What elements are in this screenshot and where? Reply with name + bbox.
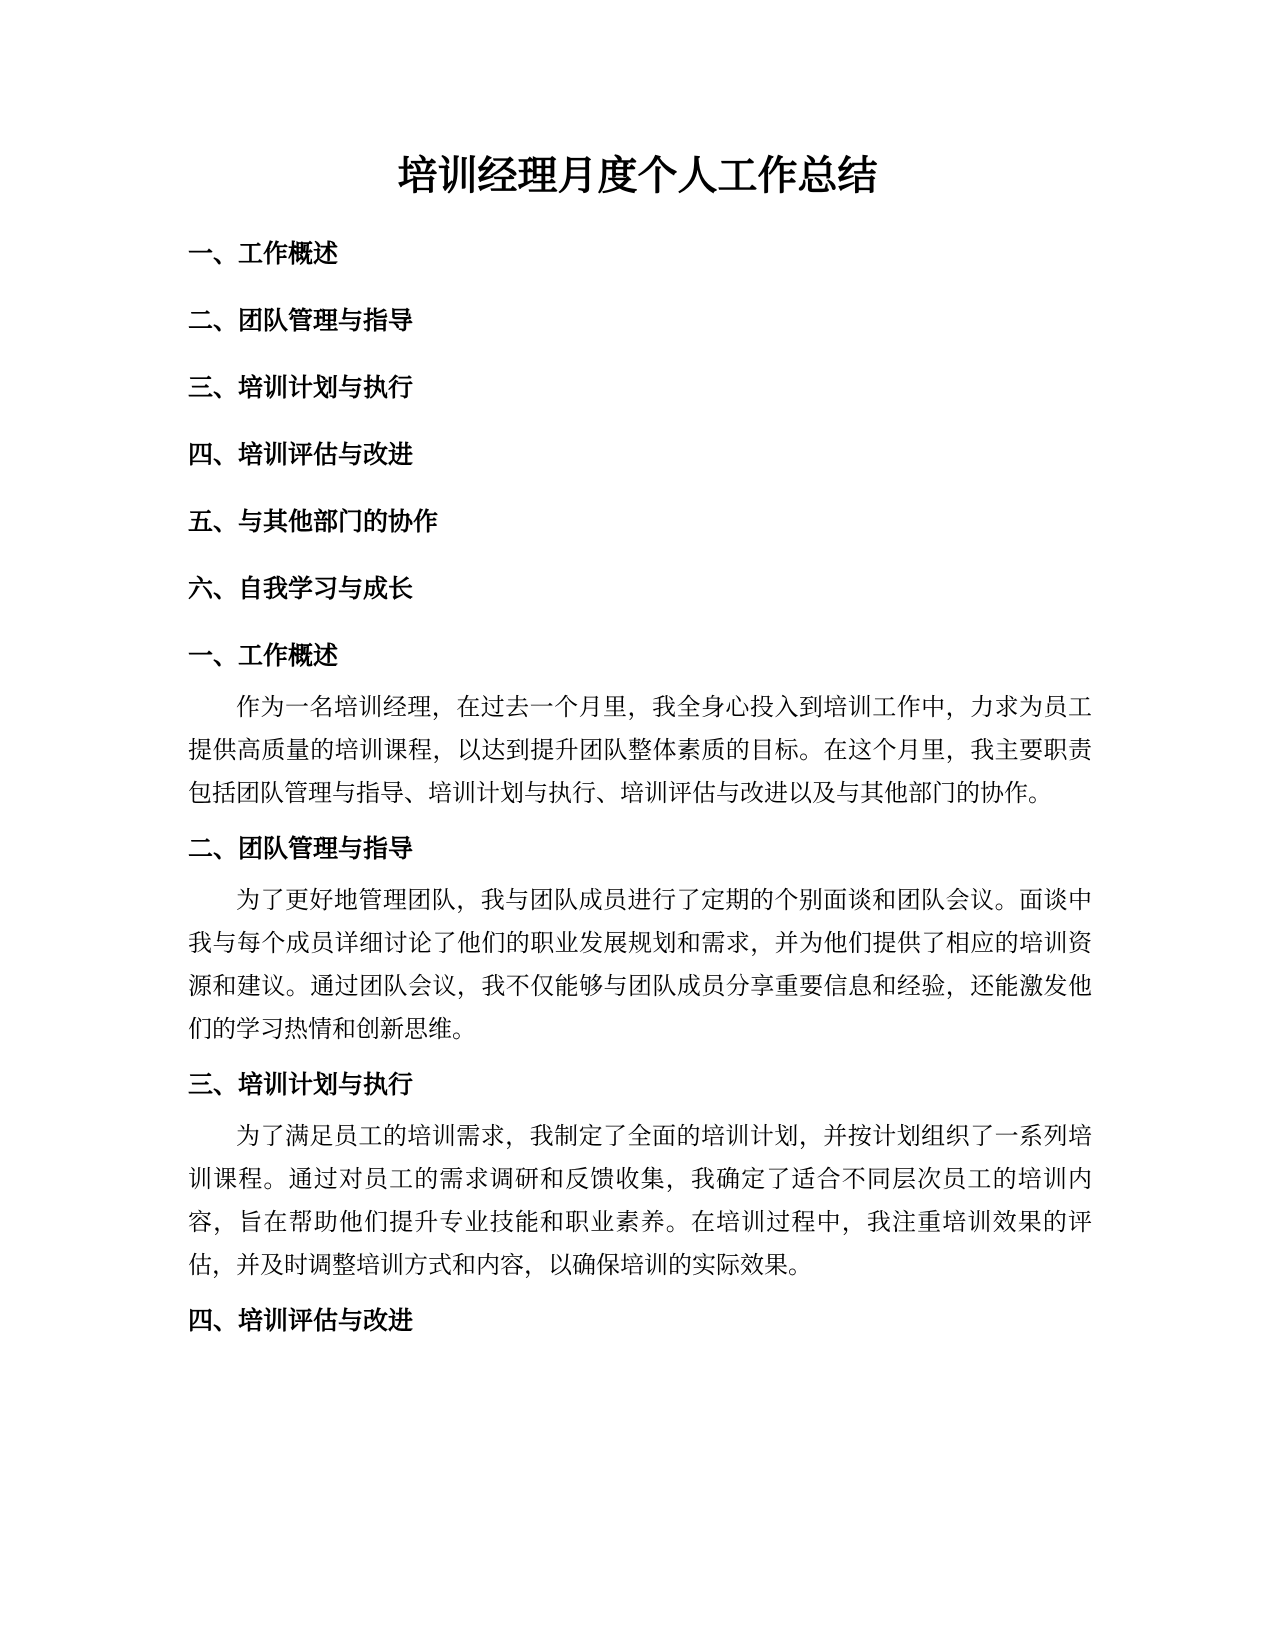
- section-heading: 一、工作概述: [188, 641, 339, 670]
- section-paragraph: 作为一名培训经理，在过去一个月里，我全身心投入到培训工作中，力求为员工提供高质量的培训课程，以达到提升团队整体素质的目标。在这个月里，我主要职责包括团队管理与指导、培训计划与执行、培训评估与改进以及与其他部门的协作。: [188, 693, 1092, 807]
- section-work-overview: [188, 638, 1092, 815]
- section-training-evaluation: [188, 1303, 1092, 1339]
- section-heading: 二、团队管理与指导: [188, 834, 414, 863]
- table-of-contents: [188, 236, 1092, 638]
- toc-item: 四、培训评估与改进: [188, 440, 414, 469]
- section-training-plan: [188, 1067, 1092, 1287]
- toc-item: 一、工作概述: [188, 239, 339, 268]
- toc-item: 三、培训计划与执行: [188, 373, 414, 402]
- document-content: [188, 236, 1092, 1351]
- document-title: 培训经理月度个人工作总结: [397, 153, 878, 199]
- toc-item: 五、与其他部门的协作: [188, 507, 439, 536]
- section-heading: 三、培训计划与执行: [188, 1070, 414, 1099]
- toc-item: 六、自我学习与成长: [188, 574, 414, 603]
- section-paragraph: 为了满足员工的培训需求，我制定了全面的培训计划，并按计划组织了一系列培训课程。通过对员工的需求调研和反馈收集，我确定了适合不同层次员工的培训内容，旨在帮助他们提升专业技能和职业素养。在培训过程中，我注重培训效果的评估，并及时调整培训方式和内容，以确保培训的实际效果。: [188, 1122, 1092, 1279]
- section-heading: 四、培训评估与改进: [188, 1306, 414, 1335]
- section-paragraph: 为了更好地管理团队，我与团队成员进行了定期的个别面谈和团队会议。面谈中我与每个成员详细讨论了他们的职业发展规划和需求，并为他们提供了相应的培训资源和建议。通过团队会议，我不仅能够与团队成员分享重要信息和经验，还能激发他们的学习热情和创新思维。: [188, 886, 1092, 1043]
- section-team-management: [188, 831, 1092, 1051]
- toc-item: 二、团队管理与指导: [188, 306, 414, 335]
